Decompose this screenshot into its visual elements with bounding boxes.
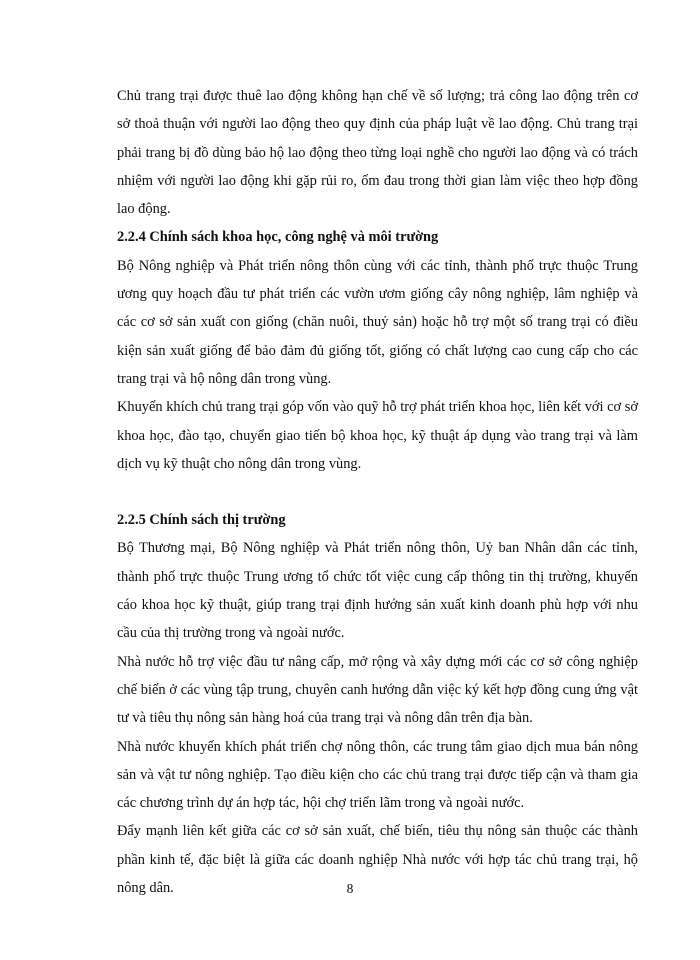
page-number: 8 bbox=[346, 881, 354, 896]
paragraph-science-fund: Khuyến khích chủ trang trại góp vốn vào quỹ hỗ trợ phát triển khoa học, liên kết với cơ sở khoa học, đào tạo, chuyển giao tiến bộ khoa học, kỹ thuật áp dụng vào trang trại và làm dịch vụ kỹ thuật cho nông dân trong vùng. bbox=[117, 399, 638, 472]
paragraph-processing-industry: Nhà nước hỗ trợ việc đầu tư nâng cấp, mở rộng và xây dựng mới các cơ sở công nghiệp chế biến ở các vùng tập trung, chuyên canh hướng dẫn việc ký kết hợp đồng cung ứng vật tư và tiêu thụ nông sản hàng hoá của trang trại và nông dân trên địa bàn. bbox=[117, 653, 638, 727]
section-heading-science-technology: 2.2.4 Chính sách khoa học, công nghệ và môi trường bbox=[117, 229, 439, 246]
page-content bbox=[117, 82, 638, 902]
paragraph-linkages: Đẩy mạnh liên kết giữa các cơ sở sản xuất, chế biến, tiêu thụ nông sản thuộc các thành phần kinh tế, đặc biệt là giữa các doanh nghiệp Nhà nước với hợp tác chủ trang trại, hộ nông dân. bbox=[117, 823, 638, 897]
paragraph-labor: Chủ trang trại được thuê lao động không hạn chế về số lượng; trả công lao động trên cơ sở thoả thuận với người lao động theo quy định của pháp luật về lao động. Chủ trang trại phải trang bị đồ dùng bảo hộ lao động theo từng loại nghề cho người lao động và có trách nhiệm với người lao động khi gặp rủi ro, ốm đau trong thời gian làm việc theo hợp đồng lao động. bbox=[117, 88, 638, 218]
paragraph-seed-nurseries: Bộ Nông nghiệp và Phát triển nông thôn cùng với các tỉnh, thành phố trực thuộc Trung ương quy hoạch đầu tư phát triển các vườn ươm giống cây nông nghiệp, lâm nghiệp và các cơ sở sản xuất con giống (chăn nuôi, thuỷ sản) hoặc hỗ trợ một số trang trại có điều kiện sản xuất giống để bảo đảm đủ giống tốt, giống có chất lượng cao cung cấp cho các trang trại và hộ nông dân trong vùng. bbox=[117, 257, 638, 387]
paragraph-rural-markets: Nhà nước khuyến khích phát triển chợ nông thôn, các trung tâm giao dịch mua bán nông sản và vật tư nông nghiệp. Tạo điều kiện cho các chủ trang trại được tiếp cận và tham gia các chương trình dự án hợp tác, hội chợ triển lãm trong và ngoài nước. bbox=[117, 738, 638, 812]
paragraph-market-information: Bộ Thương mại, Bộ Nông nghiệp và Phát triển nông thôn, Uỷ ban Nhân dân các tỉnh, thành phố trực thuộc Trung ương tổ chức tốt việc cung cấp thông tin thị trường, khuyến cáo khoa học kỹ thuật, giúp trang trại định hướng sản xuất kinh doanh phù hợp với nhu cầu của thị trường trong và ngoài nước. bbox=[117, 540, 638, 642]
section-heading-market: 2.2.5 Chính sách thị trường bbox=[117, 512, 286, 529]
